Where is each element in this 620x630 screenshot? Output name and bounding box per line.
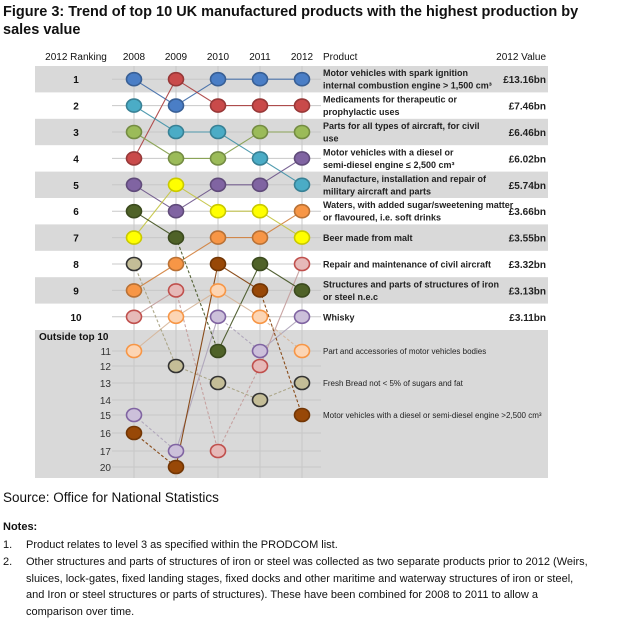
rank-label: 3 — [73, 128, 79, 139]
rank-label-outside: 14 — [99, 396, 111, 407]
data-point — [127, 231, 142, 244]
value-label: £3.11bn — [509, 312, 546, 324]
data-point — [253, 152, 268, 165]
product-label-line: Motor vehicles with spark ignition — [323, 68, 469, 79]
value-label: £6.46bn — [508, 128, 546, 139]
product-label-line: Medicaments for therapeutic or — [323, 94, 458, 105]
value-label: £13.16bn — [503, 75, 546, 87]
product-label-line: Parts for all types of aircraft, for civil — [323, 121, 480, 131]
data-point — [127, 427, 142, 440]
data-point — [253, 310, 268, 323]
note-text: Product relates to level 3 as specified within the PRODCOM list. — [26, 539, 338, 551]
rank-label: 7 — [73, 233, 79, 245]
data-point — [127, 73, 142, 86]
data-point — [169, 360, 184, 373]
data-point — [169, 310, 184, 323]
data-point — [169, 461, 184, 474]
rank-label: 2 — [73, 101, 79, 113]
product-label-line: Repair and maintenance of civil aircraft — [323, 259, 492, 270]
data-point — [169, 284, 184, 297]
data-point — [295, 345, 310, 358]
data-point — [211, 99, 226, 112]
data-point — [127, 284, 142, 297]
data-point — [127, 126, 142, 139]
data-point — [127, 152, 142, 165]
header-value: 2012 Value — [496, 52, 546, 63]
header-year: 2009 — [164, 52, 188, 63]
product-label-outside: Part and accessories of motor vehicles bodies — [323, 347, 487, 356]
rank-label: 10 — [70, 312, 82, 324]
data-point — [295, 178, 310, 191]
rank-label: 1 — [73, 75, 79, 87]
data-point — [211, 377, 226, 390]
product-label-line: use — [323, 133, 339, 144]
rank-label: 9 — [73, 286, 79, 298]
product-label-outside: Fresh Bread not < 5% of sugars and fat — [323, 379, 463, 388]
product-label — [323, 95, 458, 118]
data-point — [211, 178, 226, 191]
rank-label: 5 — [73, 180, 79, 192]
data-point — [211, 345, 226, 358]
data-point — [295, 231, 310, 244]
data-point — [295, 409, 310, 422]
header-ranking: 2012 Ranking — [45, 52, 107, 63]
rank-label-outside: 16 — [99, 429, 111, 440]
product-label-line: Manufacture, installation and repair of — [323, 173, 487, 184]
data-point — [127, 178, 142, 191]
data-point — [253, 178, 268, 191]
data-point — [295, 377, 310, 390]
header-year: 2012 — [290, 52, 314, 63]
data-point — [127, 310, 142, 323]
rank-label-outside: 20 — [99, 463, 111, 474]
data-point — [169, 445, 184, 458]
data-point — [169, 205, 184, 218]
product-label-line: semi-diesel engine ≤ 2,500 cm³ — [323, 159, 455, 170]
value-label: £3.32bn — [508, 260, 546, 271]
header-year: 2010 — [206, 52, 230, 63]
rank-label: 8 — [73, 260, 79, 271]
data-point — [211, 258, 226, 271]
rank-label-outside: 13 — [99, 379, 111, 390]
data-point — [295, 310, 310, 323]
data-point — [295, 99, 310, 112]
value-label: £3.13bn — [508, 286, 546, 298]
product-label-line: Whisky — [323, 312, 355, 323]
data-point — [295, 258, 310, 271]
rank-label: 6 — [73, 207, 79, 219]
rank-label-outside: 11 — [100, 347, 111, 358]
product-label-line: or flavoured, i.e. soft drinks — [323, 212, 442, 223]
value-label: £5.74bn — [508, 180, 546, 192]
data-point — [253, 231, 268, 244]
product-label — [323, 233, 413, 243]
data-point — [169, 231, 184, 244]
product-label-line: Structures and parts of structures of iron — [323, 279, 500, 290]
data-point — [253, 99, 268, 112]
data-point — [211, 445, 226, 458]
data-point — [211, 73, 226, 86]
data-point — [253, 205, 268, 218]
note-2 — [3, 554, 593, 620]
rank-label-outside: 12 — [99, 362, 111, 373]
product-label-line: military aircraft and parts — [323, 186, 432, 197]
source-text: Source: Office for National Statistics — [3, 490, 219, 505]
data-point — [211, 152, 226, 165]
data-point — [127, 99, 142, 112]
data-point — [253, 394, 268, 407]
value-label: £6.02bn — [508, 154, 546, 166]
data-point — [211, 231, 226, 244]
data-point — [295, 205, 310, 218]
data-point — [295, 126, 310, 139]
rank-label-outside: 15 — [99, 411, 111, 422]
data-point — [211, 310, 226, 323]
notes-heading: Notes: — [3, 521, 38, 533]
value-label: £3.66bn — [508, 207, 546, 219]
product-label-line: prophylactic uses — [323, 107, 400, 118]
header-product: Product — [323, 52, 358, 63]
data-point — [295, 152, 310, 165]
product-label-line: Beer made from malt — [323, 233, 413, 244]
product-label-line: Motor vehicles with a diesel or — [323, 147, 454, 158]
note-text: Other structures and parts of structures of iron or steel was collected as two separate products prior to 2012 (Weirs, sluices, lock-gates, fixed landing stages, fixed docks and other maritime and waterway structures of iron or steel, and Iron or steel structures or parts of structures). These have been combined for 2008 to 2011 to allow a comparison over time. — [26, 556, 588, 618]
data-point — [127, 345, 142, 358]
data-point — [295, 284, 310, 297]
data-point — [127, 409, 142, 422]
data-point — [169, 258, 184, 271]
data-point — [127, 205, 142, 218]
data-point — [295, 73, 310, 86]
note-number: 2. — [3, 556, 13, 568]
rank-label: 4 — [73, 154, 79, 166]
data-point — [253, 345, 268, 358]
data-point — [169, 126, 184, 139]
product-label — [323, 147, 455, 170]
data-point — [169, 152, 184, 165]
value-label: £7.46bn — [508, 101, 546, 113]
header-year: 2008 — [122, 52, 146, 63]
note-number: 1. — [3, 539, 13, 551]
value-label: £3.55bn — [508, 233, 546, 245]
rank-label-outside: 17 — [99, 447, 111, 458]
header-year: 2011 — [249, 52, 271, 63]
data-point — [253, 360, 268, 373]
product-label — [323, 312, 355, 322]
data-point — [211, 284, 226, 297]
data-point — [211, 205, 226, 218]
data-point — [253, 126, 268, 139]
data-point — [253, 284, 268, 297]
data-point — [211, 126, 226, 139]
data-point — [169, 73, 184, 86]
data-point — [253, 73, 268, 86]
data-point — [127, 258, 142, 271]
data-point — [169, 178, 184, 191]
product-label-line: Waters, with added sugar/sweetening matter — [323, 200, 514, 211]
product-label-outside: Motor vehicles with a diesel or semi-diesel engine >2,500 cm³ — [323, 411, 542, 420]
product-label-line: internal combustion engine > 1,500 cm³ — [323, 80, 492, 91]
product-label-line: or steel n.e.c — [323, 291, 379, 302]
product-label — [323, 260, 491, 270]
figure-title: Figure 3: Trend of top 10 UK manufactured products with the highest production by sales value — [3, 4, 579, 38]
outside-top-10-label: Outside top 10 — [39, 332, 109, 343]
data-point — [169, 99, 184, 112]
note-1 — [3, 537, 593, 554]
data-point — [253, 258, 268, 271]
product-label — [323, 200, 514, 223]
